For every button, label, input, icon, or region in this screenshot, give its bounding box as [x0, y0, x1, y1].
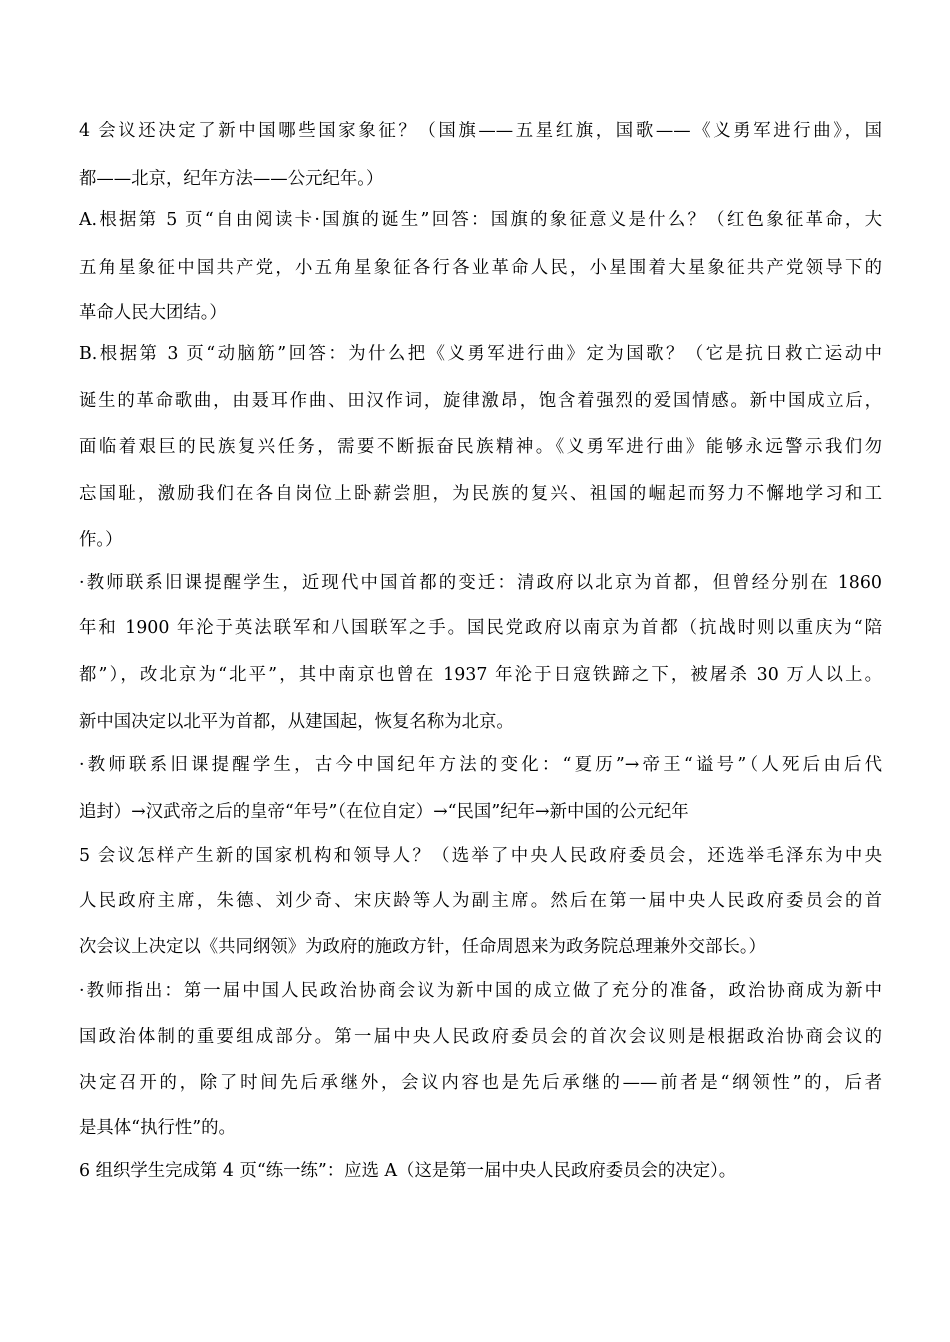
- text-line-15: ·教师联系旧课提醒学生，古今中国纪年方法的变化：“夏历”→帝王“谥号”（人死后由后代: [79, 755, 882, 775]
- text-line-3: A.根据第 5 页“自由阅读卡·国旗的诞生”回答：国旗的象征意义是什么？（红色象征革命，大: [79, 210, 882, 230]
- text-line-17: 5 会议怎样产生新的国家机构和领导人？（选举了中央人民政府委员会，还选举毛泽东为中央: [79, 846, 882, 866]
- text-line-16: 追封）→汉武帝之后的皇帝“年号”（在位自定）→“民国”纪年→新中国的公元纪年: [79, 802, 689, 822]
- text-line-14: 新中国决定以北平为首都，从建国起，恢复名称为北京。: [79, 712, 514, 732]
- text-line-13: 都”），改北京为“北平”，其中南京也曾在 1937 年沦于日寇铁蹄之下，被屠杀 30 万人以上。: [79, 665, 882, 685]
- text-line-9: 忘国耻，激励我们在各自岗位上卧薪尝胆，为民族的复兴、祖国的崛起而努力不懈地学习和工: [79, 484, 882, 504]
- text-line-5: 革命人民大团结。）: [79, 303, 227, 323]
- text-line-10: 作。）: [79, 530, 123, 550]
- text-line-11: ·教师联系旧课提醒学生，近现代中国首都的变迁：清政府以北京为首都，但曾经分别在 1860: [79, 573, 882, 593]
- text-line-8: 面临着艰巨的民族复兴任务，需要不断振奋民族精神。《义勇军进行曲》能够永远警示我们勿: [79, 437, 882, 457]
- text-line-21: 国政治体制的重要组成部分。第一届中央人民政府委员会的首次会议则是根据政治协商会议的: [79, 1027, 882, 1047]
- text-line-20: ·教师指出：第一届中国人民政治协商会议为新中国的成立做了充分的准备，政治协商成为新中: [79, 981, 882, 1001]
- text-line-2: 都——北京，纪年方法——公元纪年。）: [79, 169, 384, 189]
- text-line-22: 决定召开的，除了时间先后承继外，会议内容也是先后承继的——前者是“纲领性”的，后者: [79, 1073, 882, 1093]
- text-line-4: 五角星象征中国共产党，小五角星象征各行各业革命人民，小星围着大星象征共产党领导下的: [79, 258, 882, 278]
- text-line-24: 6 组织学生完成第 4 页“练一练”：应选 A（这是第一届中央人民政府委员会的决定）。: [79, 1161, 737, 1181]
- text-line-1: 4 会议还决定了新中国哪些国家象征？（国旗——五星红旗，国歌——《义勇军进行曲》，国: [79, 121, 882, 141]
- text-line-18: 人民政府主席，朱德、刘少奇、宋庆龄等人为副主席。然后在第一届中央人民政府委员会的首: [79, 891, 882, 911]
- text-line-6: B.根据第 3 页“动脑筋”回答：为什么把《义勇军进行曲》定为国歌？（它是抗日救亡运动中: [79, 344, 882, 364]
- text-line-23: 是具体“执行性”的。: [79, 1118, 236, 1138]
- text-line-7: 诞生的革命歌曲，由聂耳作曲、田汉作词，旋律激昂，饱含着强烈的爱国情感。新中国成立后，: [79, 391, 882, 411]
- text-line-12: 年和 1900 年沦于英法联军和八国联军之手。国民党政府以南京为首都（抗战时则以重庆为“陪: [79, 618, 882, 638]
- text-line-19: 次会议上决定以《共同纲领》为政府的施政方针，任命周恩来为政务院总理兼外交部长。）: [79, 937, 766, 957]
